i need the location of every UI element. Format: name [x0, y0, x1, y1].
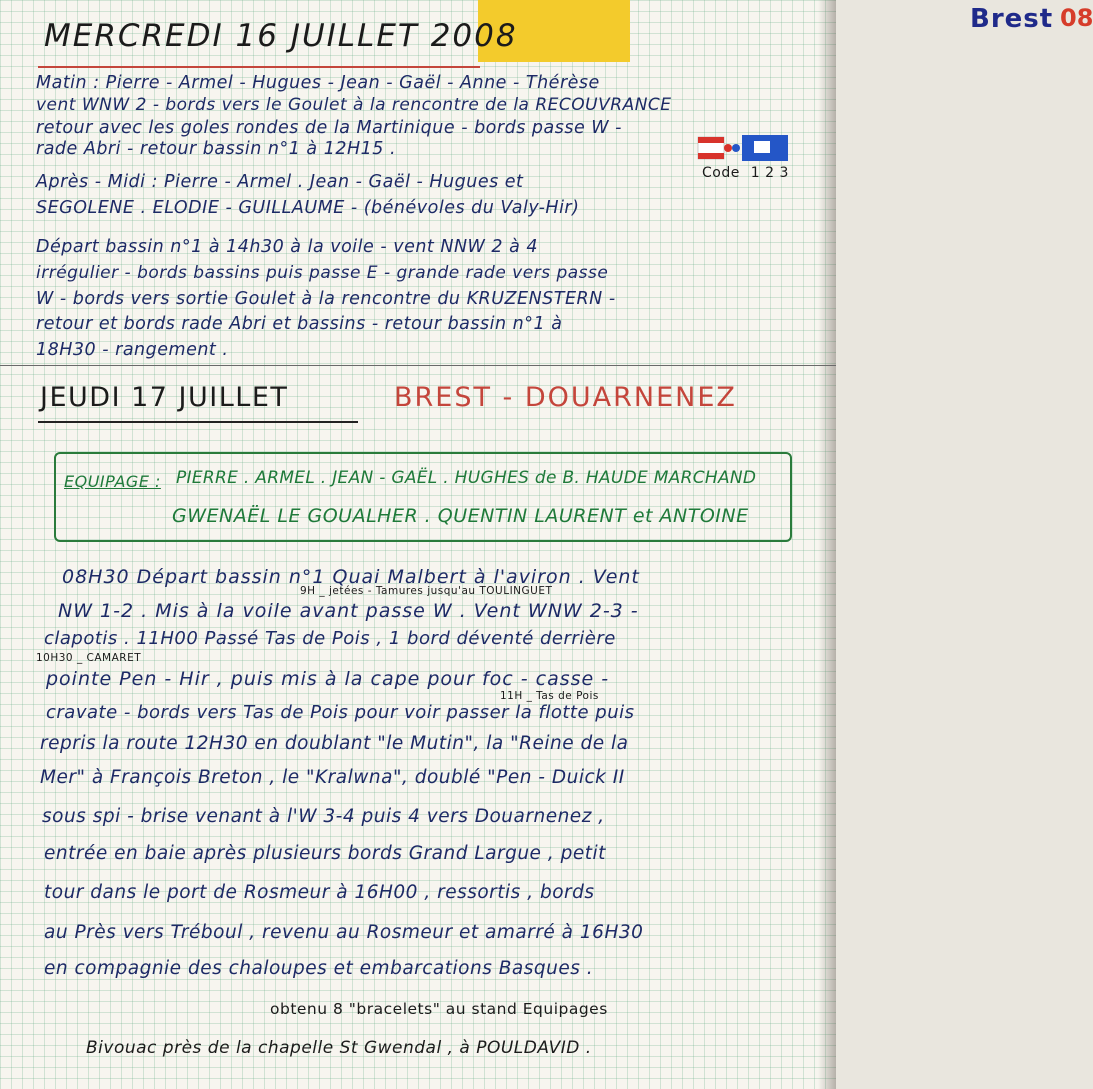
day1-line: W - bords vers sortie Goulet à la rencontre du KRUZENSTERN -: [36, 289, 616, 309]
day1-line: Après - Midi : Pierre - Armel . Jean - Gaël - Hugues et: [36, 172, 524, 192]
bivouac-note: Bivouac près de la chapelle St Gwendal , à POULDAVID .: [86, 1038, 592, 1058]
flag-icons: [698, 133, 793, 165]
day1-line: Départ bassin n°1 à 14h30 à la voile - vent NNW 2 à 4: [36, 237, 539, 257]
day2-line: clapotis . 11H00 Passé Tas de Pois , 1 bord déventé derrière: [44, 628, 616, 649]
day2-line: sous spi - brise venant à l'W 3-4 puis 4 vers Douarnenez ,: [42, 806, 605, 827]
bracelets-note: obtenu 8 "bracelets" au stand Equipages: [270, 1000, 608, 1018]
day1-line: vent WNW 2 - bords vers le Goulet à la rencontre de la RECOUVRANCE: [36, 95, 672, 115]
day2-line: NW 1-2 . Mis à la voile avant passe W . Vent WNW 2-3 -: [58, 600, 639, 622]
day2-route: BREST - DOUARNENEZ: [394, 382, 737, 413]
day1-line: retour avec les goles rondes de la Martinique - bords passe W -: [36, 118, 622, 138]
day2-line: tour dans le port de Rosmeur à 16H00 , ressortis , bords: [44, 882, 595, 903]
day2-line: Mer" à François Breton , le "Kralwna", doublé "Pen - Duick II: [40, 767, 625, 788]
day2-line: au Près vers Tréboul , revenu au Rosmeur et amarré à 16H30: [44, 922, 644, 943]
day2-line: pointe Pen - Hir , puis mis à la cape pour foc - casse -: [46, 668, 610, 690]
page-edge-shadow: [818, 0, 836, 1089]
day1-line: SEGOLENE . ELODIE - GUILLAUME - (bénévoles du Valy-Hir): [36, 198, 580, 218]
insert-note-9h: 9H _ jetées - Tamures jusqu'au TOULINGUET: [300, 585, 553, 597]
day2-line: en compagnie des chaloupes et embarcations Basques .: [44, 958, 594, 979]
day1-line: retour et bords rade Abri et bassins - retour bassin n°1 à: [36, 314, 563, 334]
day2-line: 08H30 Départ bassin n°1 Quai Malbert à l'aviron . Vent: [62, 566, 640, 588]
day1-line: Matin : Pierre - Armel - Hugues - Jean - Gaël - Anne - Thérèse: [36, 73, 600, 93]
day2-title: JEUDI 17 JUILLET: [40, 382, 289, 413]
insert-note-tas-de-pois: 11H _ Tas de Pois: [500, 690, 599, 702]
day1-title-underline: [38, 66, 480, 68]
day2-line: entrée en baie après plusieurs bords Grand Largue , petit: [44, 843, 606, 864]
logo-word: Brest: [970, 4, 1054, 34]
day1-line: rade Abri - retour bassin n°1 à 12H15 .: [36, 139, 397, 159]
section-divider: [0, 365, 836, 366]
flag-code-numbers: 1 2 3: [750, 165, 789, 181]
crew-box: [54, 452, 792, 542]
signal-flags: [698, 133, 793, 183]
day1-title: MERCREDI 16 JUILLET 2008: [44, 18, 518, 54]
crew-line-2: GWENAËL LE GOUALHER . QUENTIN LAURENT et ANTOINE: [172, 505, 749, 527]
day2-line: repris la route 12H30 en doublant "le Mutin", la "Reine de la: [40, 733, 629, 754]
day2-title-underline: [38, 421, 358, 423]
insert-note-camaret: 10H30 _ CAMARET: [36, 652, 142, 664]
crew-label: EQUIPAGE :: [64, 472, 161, 491]
logo-number: 08: [1060, 4, 1093, 32]
day1-line: 18H30 - rangement .: [36, 340, 229, 360]
flag-code-label: Code: [702, 165, 740, 181]
crew-line-1: PIERRE . ARMEL . JEAN - GAËL . HUGHES de B. HAUDE MARCHAND: [176, 468, 757, 488]
day2-line: cravate - bords vers Tas de Pois pour voir passer la flotte puis: [46, 702, 635, 723]
day1-line: irrégulier - bords bassins puis passe E - grande rade vers passe: [36, 263, 609, 283]
